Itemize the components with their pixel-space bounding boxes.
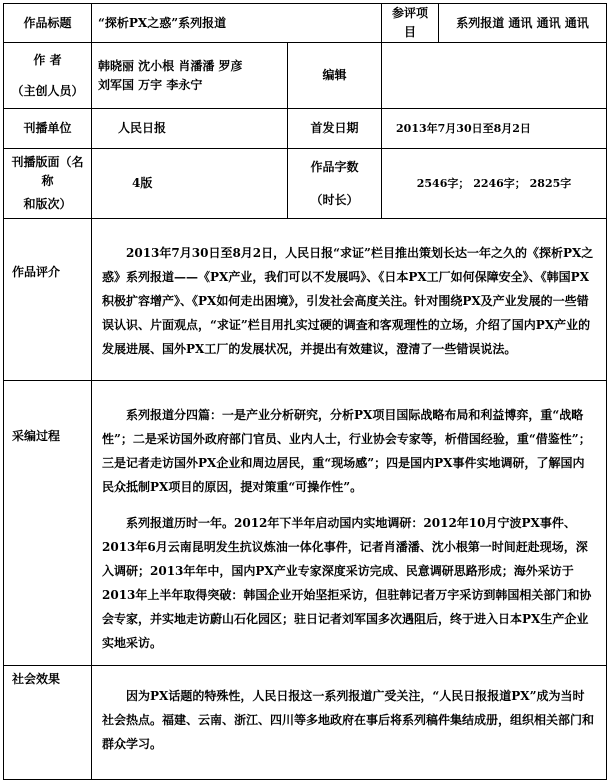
process-label: 采编过程: [4, 381, 92, 666]
category-value: 系列报道 通讯 通讯 通讯: [439, 4, 607, 43]
effect-label: 社会效果: [4, 666, 92, 780]
editor-value: [382, 43, 607, 109]
category-label: 参评项目: [382, 4, 439, 43]
author-label-cell: [4, 43, 92, 109]
page-label-2: 和版次）: [23, 197, 72, 212]
process-row: [4, 381, 607, 666]
author-label-sub: （主创人员）: [11, 83, 84, 98]
author-row: [4, 43, 607, 109]
count-label-cell: [288, 149, 382, 219]
evaluation-label: 作品评介: [4, 219, 92, 381]
title-row: [4, 4, 607, 43]
date-value: 2013年7月30日至8月2日: [382, 109, 607, 149]
title-label: 作品标题: [4, 4, 92, 43]
unit-label: 刊播单位: [4, 109, 92, 149]
evaluation-row: [4, 219, 607, 381]
effect-text: 因为PX话题的特殊性，人民日报这一系列报道广受关注，“人民日报报道PX”成为当时社会热点。福建、云南、浙江、四川等多地政府在事后将系列稿件集结成册，组织相关部门和群众学习。: [102, 689, 595, 752]
author-label: 作 者: [33, 52, 62, 67]
process-paragraph-1: 系列报道分四篇：一是产业分析研究，分析PX项目国际战略布局和利益博弈，重“战略性”；二是采访国外政府部门官员、业内人士，行业协会专家等，析借国经验，重“借鉴性”；三是记者走访国外PX企业和周边居民，重“现场感”；四是国内PX事件实地调研，了解国内民众抵制PX项目的原因，提对策重“可操作性”。: [102, 408, 591, 495]
process-cell: [92, 381, 607, 666]
page-row: [4, 149, 607, 219]
unit-row: [4, 109, 607, 149]
evaluation-text: 2013年7月30日至8月2日，人民日报“求证”栏目推出策划长达一年之久的《探析PX之惑》系列报道——《PX产业，我们可以不发展吗》、《日本PX工厂如何保障安全》、《韩国PX积极扩容增产》、《PX如何走出困境》，引发社会高度关注。针对围绕PX及产业发展的一些错误认识、片面观点，“求证”栏目用扎实过硬的调查和客观理性的立场，介绍了国内PX产业的发展进展、国外PX工厂的发展状况，并提出有效建议，澄清了一些错误说法。: [102, 246, 594, 357]
count-label-2: （时长）: [310, 192, 359, 207]
authors-cell: [92, 43, 288, 109]
date-label: 首发日期: [288, 109, 382, 149]
page-label-cell: [4, 149, 92, 219]
award-entry-form-table: [3, 3, 607, 780]
count-label-1: 作品字数: [310, 159, 359, 174]
process-paragraph-2: 系列报道历时一年。2012年下半年启动国内实地调研：2012年10月宁波PX事件、2013年6月云南昆明发生抗议炼油一体化事件，记者肖潘潘、沈小根第一时间赶赴现场，深入调研；2013年年中，国内PX产业专家深度采访完成、民意调研思路形成；海外采访于2013年上半年取得突破：韩国企业开始坚拒采访，但驻韩记者万宇采访到韩国相关部门和协会专家，并实地走访蔚山石化园区；驻日记者刘军国多次遇阻后，终于进入日本PX生产企业实地采访。: [102, 516, 592, 651]
authors-line-2: 刘军国 万宇 李永宁: [98, 77, 203, 92]
count-value: 2546字； 2246字； 2825字: [382, 149, 607, 219]
effect-row: [4, 666, 607, 780]
title-value: “探析PX之惑”系列报道: [92, 4, 382, 43]
authors-line-1: 韩晓丽 沈小根 肖潘潘 罗彦: [98, 58, 243, 73]
unit-value: 人民日报: [92, 109, 288, 149]
page-value: 4版: [92, 149, 288, 219]
editor-label: 编辑: [288, 43, 382, 109]
page-label-1: 刊播版面（名称: [11, 155, 84, 189]
effect-cell: [92, 666, 607, 780]
evaluation-cell: [92, 219, 607, 381]
